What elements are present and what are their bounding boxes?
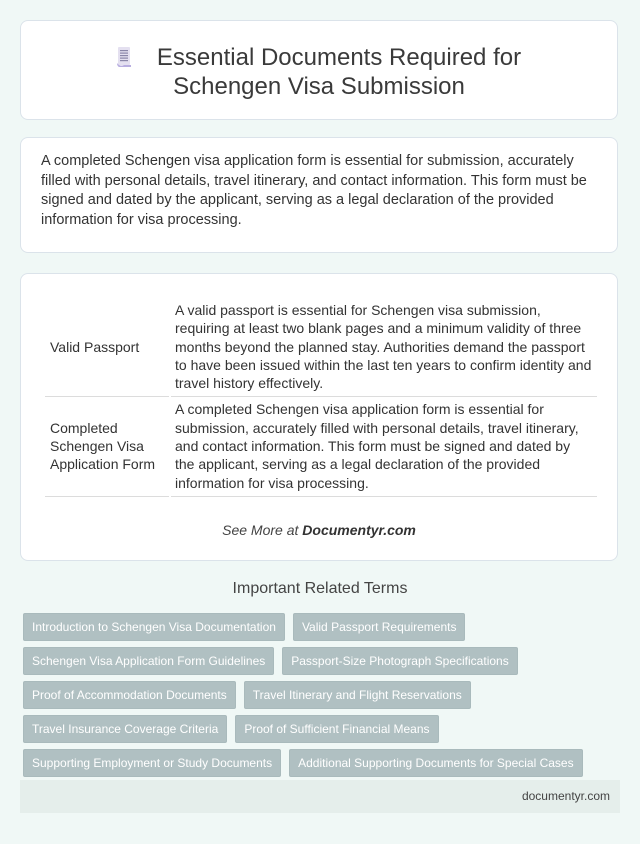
- related-term-tag[interactable]: Proof of Sufficient Financial Means: [235, 715, 438, 743]
- summary-text: A completed Schengen visa application form is essential for submission, accurately filled with personal details, travel itinerary, and contact information. This form must be signed and dated by the applicant, serving as a legal declaration of the provided information for visa processing.: [41, 153, 587, 228]
- document-description: A valid passport is essential for Schengen visa submission, requiring at least two blank pages and a minimum validity of three months beyond the planned stay. Authorities demand the passport to have been issued within the last ten years to confirm identity and travel history effectively.: [171, 298, 597, 397]
- title-card: [20, 20, 618, 120]
- related-term-tag[interactable]: Travel Insurance Coverage Criteria: [23, 715, 227, 743]
- footer: [20, 780, 620, 813]
- related-term-tag[interactable]: Passport-Size Photograph Specifications: [282, 647, 517, 675]
- table-row: [45, 298, 597, 397]
- related-terms-list: [23, 613, 593, 777]
- see-more: [21, 522, 617, 538]
- related-term-tag[interactable]: Proof of Accommodation Documents: [23, 681, 236, 709]
- related-term-tag[interactable]: Additional Supporting Documents for Special Cases: [289, 749, 582, 777]
- document-name: Valid Passport: [45, 298, 169, 397]
- documents-table: [43, 298, 599, 497]
- related-term-tag[interactable]: Valid Passport Requirements: [293, 613, 466, 641]
- summary-card: [20, 137, 618, 253]
- document-scroll-icon: [117, 47, 131, 67]
- document-name: Completed Schengen Visa Application Form: [45, 397, 169, 496]
- documents-card: [20, 273, 618, 561]
- footer-site-link[interactable]: documentyr.com: [521, 789, 610, 803]
- related-term-tag[interactable]: Supporting Employment or Study Documents: [23, 749, 281, 777]
- related-terms-title: Important Related Terms: [232, 580, 408, 597]
- related-term-tag[interactable]: Travel Itinerary and Flight Reservations: [244, 681, 471, 709]
- related-term-tag[interactable]: Schengen Visa Application Form Guidelines: [23, 647, 274, 675]
- see-more-link[interactable]: Documentyr.com: [302, 522, 416, 538]
- document-description: A completed Schengen visa application form is essential for submission, accurately filled with personal details, travel itinerary, and contact information. This form must be signed and dated by the applicant, serving as a legal declaration of the provided information for visa processing.: [171, 397, 597, 496]
- see-more-prefix: See More at: [222, 522, 303, 538]
- table-row: [45, 397, 597, 496]
- related-term-tag[interactable]: Introduction to Schengen Visa Documentation: [23, 613, 285, 641]
- page-title: [21, 43, 617, 101]
- title-text: Essential Documents Required for Schengen Visa Submission: [156, 44, 522, 100]
